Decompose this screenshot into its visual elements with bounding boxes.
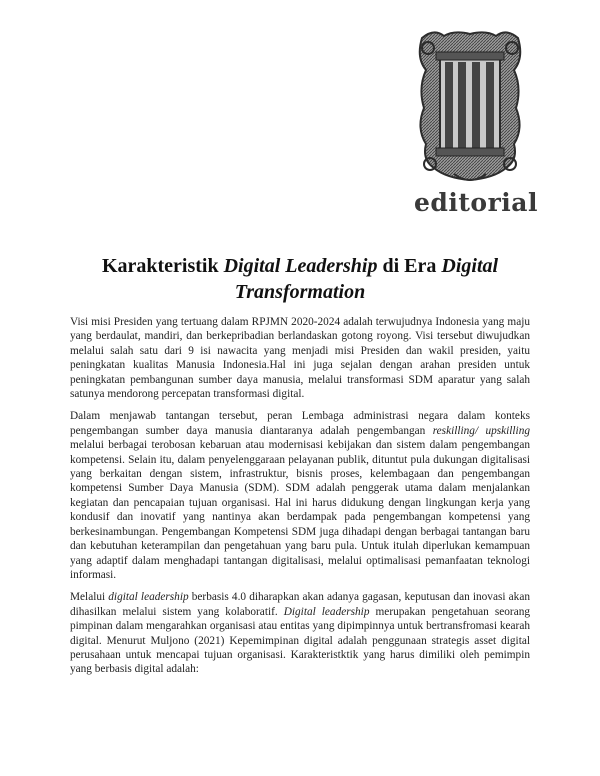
paragraph-1 [70,315,530,401]
ornamental-pillars-emblem-icon [414,28,526,186]
paragraph-3-c: berbasis 4.0 diharapkan akan adanya gagasan, keputusan dan inovasi akan dihasilkan melalui sistem yang kolaboratif. [70,591,530,618]
paragraph-3 [70,590,530,676]
paragraph-2-c: melalui berbagai terobosan kebaruan atau modernisasi kebijakan dan sistem dalam pengembangan kompetensi. Selain itu, dalam penyelenggaraan pelayanan publik, dituntut pula dukungan digitalisasi yang berkaitan dengan sistem, infrastruktur, bisnis proses, kelembagaan dan pengembangan kompetensi Sumber Daya Manusia (SDM). SDM adalah penggerak utama dalam menjalankan kegiatan dan pencapaian tujuan organisasi. Hal ini harus didukung dengan lingkungan kerja yang kondusif dan inovatif yang nantinya akan berdampak pada pengembangan kompetensi yang berkesinambungan. Pengembangan Kompetensi SDM juga dihadapi dengan berbagai tantangan baru dan kebutuhan keterampilan dan pengetahuan yang baru pula. Untuk itulah diperlukan kemampuan yang adaptif dalam menghadapi tantangan digitalisasi, melalui optimalisasi pemanfaatan teknologi informasi. [70,439,530,581]
paragraph-2 [70,409,530,582]
article-title [70,253,530,305]
paragraph-3-a: Melalui [70,591,109,604]
paragraph-3-e: merupakan pengetahuan seorang pimpinan dalam mengarahkan organisasi atau entitas yang dipimpinnya untuk bertransfromasi kearah digital. Menurut Muljono (2021) Kepemimpinan digital adalah penggunaan strategis asset digital perusahaan untuk mencapai tujuan organisasi. Karakteristktik yang harus dimiliki oleh pemimpin yang berbasis digital adalah: [70,605,531,676]
title-part-2: Digital Leadership [223,255,378,277]
article-body [70,315,530,685]
title-part-5: Transformation [234,281,366,303]
title-part-4: Digital [441,255,499,277]
title-part-1: Karakteristik [101,255,224,277]
editorial-logo [414,28,538,218]
paragraph-3-b: digital leadership [108,591,189,604]
paragraph-3-d: Digital leadership [283,605,370,618]
editorial-logo-text: editorial [414,188,538,217]
paragraph-1-text: Visi misi Presiden yang tertuang dalam RPJMN 2020-2024 adalah terwujudnya Indonesia yang maju yang berdaulat, mandiri, dan berkepribadian berlandaskan gotong royong. Visi tersebut diwujudkan melalui salah satu dari 9 isi nawacita yang menjadi misi Presiden dan wakil presiden, yaitu peningkatan kualitas Manusia Indonesia.Hal ini juga sejalan dengan arahan presiden untuk peningkatan pembangunan sumber daya manusia, melalui transformasi SDM aparatur yang salah satunya mendorong percepatan transformasi digital. [70,316,530,401]
paragraph-2-b: reskilling/ upskilling [432,424,530,437]
title-part-3: di Era [377,255,442,277]
paragraph-2-a: Dalam menjawab tantangan tersebut, peran Lembaga administrasi negara dalam konteks pengembangan sumber daya manusia diantaranya adalah pengembangan [70,410,530,437]
